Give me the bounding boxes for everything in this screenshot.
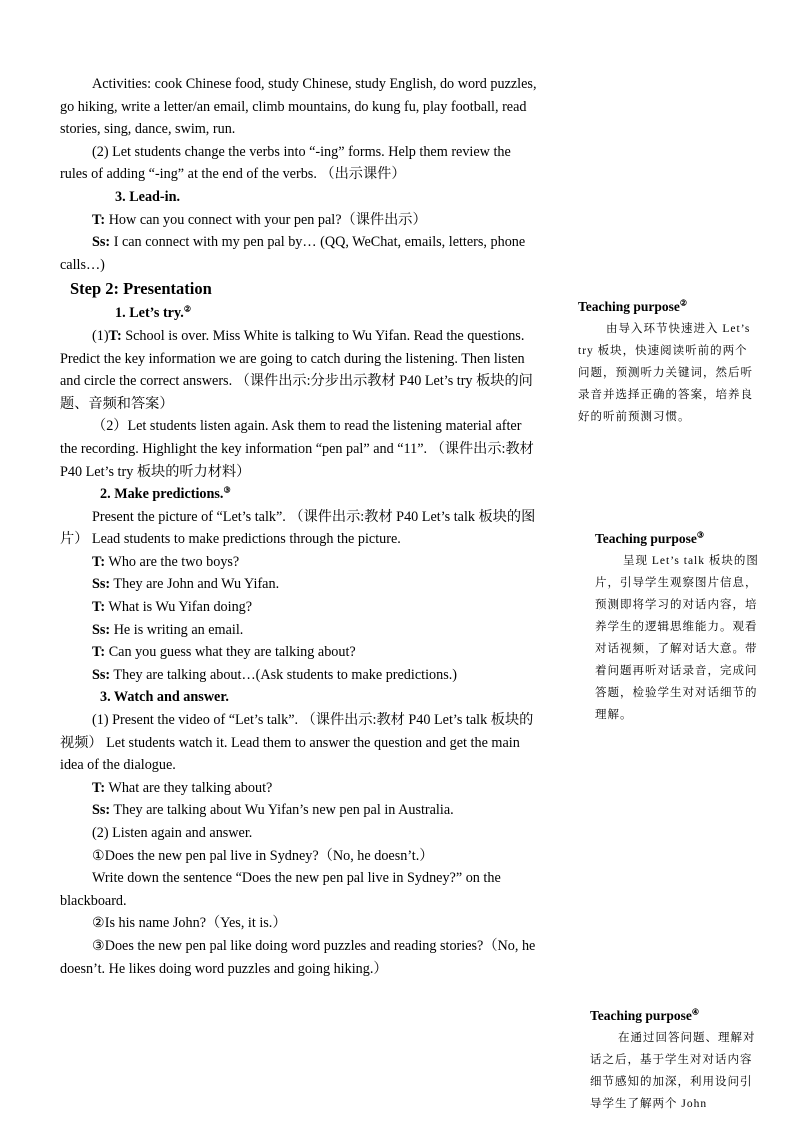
speaker-label: Ss: xyxy=(92,666,111,683)
teaching-purpose-title: Teaching purpose③ xyxy=(595,530,705,546)
speaker-label: Ss: xyxy=(92,802,111,819)
main-column xyxy=(60,73,538,980)
speaker-label: T: xyxy=(92,553,106,570)
line-text: I can connect with my pen pal by… (QQ, WeChat, emails, letters, phone calls…) xyxy=(60,234,526,273)
dialogue-line xyxy=(60,596,538,619)
dialogue-line xyxy=(60,619,538,642)
lets-try-heading xyxy=(60,302,538,325)
heading-text: 1. Let’s try. xyxy=(115,305,184,322)
line-text: They are talking about Wu Yifan’s new pen pal in Australia. xyxy=(110,802,454,819)
predict-paragraph: Present the picture of “Let’s talk”. （课件出示:教材 P40 Let’s talk 板块的图片） Lead students to make predictions through the picture. xyxy=(60,508,536,548)
teaching-purpose-box-2 xyxy=(578,296,756,428)
blackboard-paragraph: Write down the sentence “Does the new pen pal live in Sydney?” on the blackboard. xyxy=(60,870,501,909)
line-text: They are talking about…(Ask students to make predictions.) xyxy=(110,666,457,683)
watch-dialogue xyxy=(60,777,538,822)
lead-in-teacher-line xyxy=(60,209,538,232)
line-text: Who are the two boys? xyxy=(105,553,240,570)
speaker-label: T: xyxy=(92,211,106,228)
speaker-label: T: xyxy=(92,779,106,796)
teaching-purpose-text: 由导入环节快速进入 Let’s try 板块，快速阅读听前的两个问题，预测听力关键词，然后听录音并选择正确的答案，培养良好的听前预测习惯。 xyxy=(578,323,753,423)
dialogue-line xyxy=(60,664,538,687)
speaker-label: Ss: xyxy=(92,621,111,638)
lets-try-paragraph-2: （2）Let students listen again. Ask them to read the listening material after the recording. Highlight the key information “pen pal” and “11”. （课件出示:教材 P40 Let’s try 板块的听力材料） xyxy=(60,418,534,480)
ing-forms-paragraph: (2) Let students change the verbs into “-ing” forms. Help them review the rules of adding “-ing” at the end of the verbs. （出示课件） xyxy=(60,143,511,183)
lets-try-paragraph-1 xyxy=(60,325,538,415)
lead-in-heading: 3. Lead-in. xyxy=(115,188,181,205)
teaching-purpose-box-3 xyxy=(595,528,767,726)
teaching-purpose-title: Teaching purpose④ xyxy=(590,1007,700,1023)
question-1: ①Does the new pen pal live in Sydney?（No, he doesn’t.） xyxy=(92,847,434,864)
line-text: They are John and Wu Yifan. xyxy=(110,576,280,593)
item-number: (1) xyxy=(92,327,109,344)
line-text: He is writing an email. xyxy=(110,621,244,638)
activities-paragraph: Activities: cook Chinese food, study Chinese, study English, do word puzzles, go hiking, write a letter/an email, climb mountains, do kung fu, play football, read stories, sing, dance, swim, run. xyxy=(60,76,537,138)
line-text: Can you guess what they are talking about? xyxy=(105,644,356,661)
question-2: ②Is his name John?（Yes, it is.） xyxy=(92,915,287,932)
dialogue-line xyxy=(60,641,538,664)
speaker-label: Ss: xyxy=(92,576,111,593)
prediction-dialogue xyxy=(60,551,538,687)
make-predictions-heading xyxy=(60,483,538,506)
note-marker: ② xyxy=(679,298,688,308)
lead-in-students-line xyxy=(60,231,538,276)
question-3: ③Does the new pen pal like doing word puzzles and reading stories?（No, he doesn’t. He likes doing word puzzles and going hiking.） xyxy=(60,937,536,977)
note-marker: ③ xyxy=(696,530,705,540)
speaker-label: Ss: xyxy=(92,234,111,251)
watch-paragraph: (1) Present the video of “Let’s talk”. （课件出示:教材 P40 Let’s talk 板块的视频） Let students watch it. Lead them to answer the question and get the main idea of the dialogue. xyxy=(60,712,534,774)
line-text: What are they talking about? xyxy=(105,779,273,796)
teaching-purpose-text: 在通过回答问题、理解对话之后，基于学生对对话内容细节感知的加深，利用设问引导学生了解两个 John xyxy=(590,1032,756,1110)
line-text: What is Wu Yifan doing? xyxy=(105,599,253,616)
step2-heading: Step 2: Presentation xyxy=(70,279,212,299)
watch-answer-heading: 3. Watch and answer. xyxy=(100,689,229,706)
paragraph-text: School is over. Miss White is talking to Wu Yifan. Read the questions. Predict the key information we are going to catch during the listening. Then listen and circle the correct answers. （课件出示:分步出示教材 P40 Let’s try 板块的问题、音频和答案） xyxy=(60,327,533,412)
listen-again-line: (2) Listen again and answer. xyxy=(92,825,253,841)
teaching-purpose-box-4 xyxy=(590,1005,762,1115)
dialogue-line xyxy=(60,573,538,596)
speaker-label: T: xyxy=(92,644,106,661)
note-marker: ④ xyxy=(691,1007,700,1017)
dialogue-line xyxy=(60,777,538,800)
speaker-label: T: xyxy=(108,327,122,344)
note-marker: ③ xyxy=(223,485,231,495)
line-text: How can you connect with your pen pal?（课件出示） xyxy=(105,211,427,228)
teaching-purpose-title: Teaching purpose② xyxy=(578,298,688,314)
dialogue-line xyxy=(60,799,538,822)
teaching-purpose-text: 呈现 Let’s talk 板块的图片，引导学生观察图片信息，预测即将学习的对话内容，培养学生的逻辑思维能力。观看对话视频，了解对话大意。带着问题再听对话录音，完成问答题，检验学生对对话细节的理解。 xyxy=(595,555,759,721)
heading-text: 2. Make predictions. xyxy=(100,486,224,503)
speaker-label: T: xyxy=(92,599,106,616)
note-marker: ② xyxy=(183,304,191,314)
dialogue-line xyxy=(60,551,538,574)
